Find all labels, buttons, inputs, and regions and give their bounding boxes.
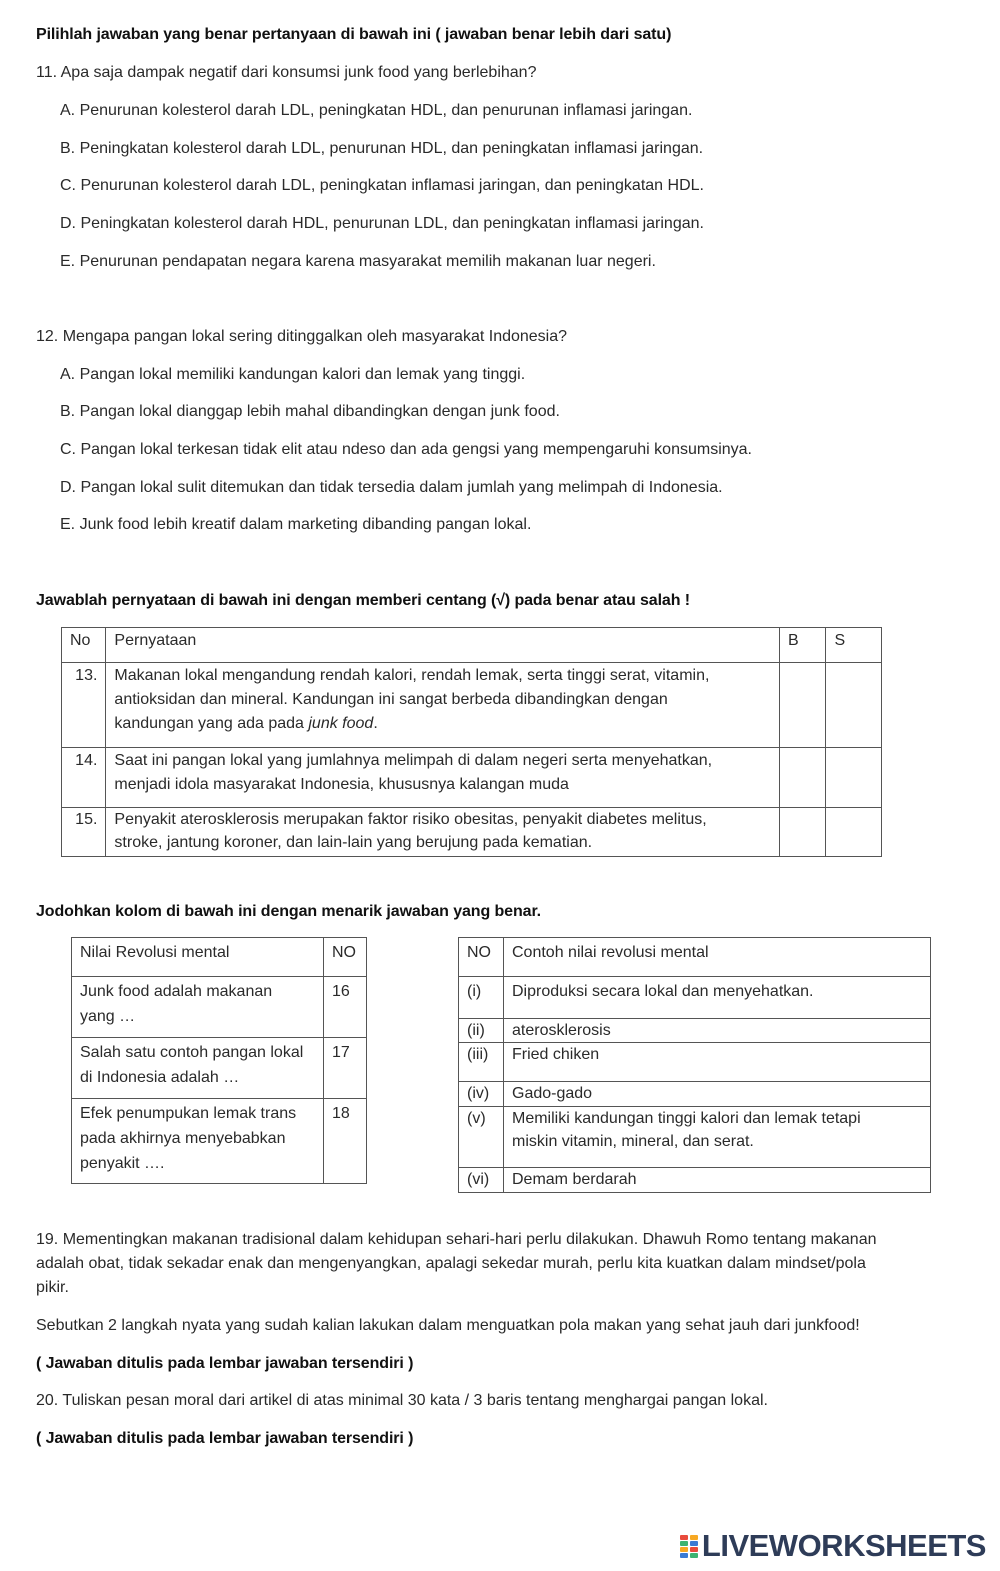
match-left-table	[71, 937, 367, 1184]
tf-header-statement: Pernyataan	[106, 628, 780, 663]
tf-statement-text: .	[373, 715, 378, 732]
match-left-no[interactable]: 18	[324, 1099, 367, 1184]
match-left-row-16[interactable]	[72, 977, 367, 1038]
q19-line: 19. Mementingkan makanan tradisional dalam kehidupan sehari-hari perlu dilakukan. Dhawuh Romo tentang makanan	[36, 1231, 877, 1248]
match-left-row-18[interactable]	[72, 1099, 367, 1184]
tf-row-13	[62, 663, 882, 748]
match-right-row-iii[interactable]	[459, 1043, 931, 1082]
tf-statement-line	[114, 712, 771, 736]
match-left-prompt	[72, 977, 324, 1038]
tf-header-true: B	[779, 628, 825, 663]
tf-statement-line: Saat ini pangan lokal yang jumlahnya melimpah di dalam negeri serta menyehatkan,	[114, 752, 713, 769]
match-right-answer[interactable]: Fried chiken	[504, 1043, 931, 1082]
match-prompt-line: Junk food adalah makanan	[80, 983, 273, 1000]
match-right-answer[interactable]: Gado-gado	[504, 1082, 931, 1107]
match-right-row-ii[interactable]	[459, 1019, 931, 1043]
tf-row-14	[62, 748, 882, 808]
question-12: 12. Mengapa pangan lokal sering ditinggalkan oleh masyarakat Indonesia?	[36, 328, 568, 345]
match-right-no: (v)	[459, 1107, 504, 1168]
match-right-answer[interactable]: aterosklerosis	[504, 1019, 931, 1043]
tf-statement-italic: junk food	[308, 715, 374, 732]
q12-option-a: A. Pangan lokal memiliki kandungan kalori dan lemak yang tinggi.	[60, 366, 526, 383]
tf-row-statement	[106, 663, 780, 748]
tf-true-checkbox-13[interactable]	[779, 663, 825, 748]
match-prompt-line: pada akhirnya menyebabkan	[80, 1130, 286, 1147]
q12-option-b: B. Pangan lokal dianggap lebih mahal dibandingkan dengan junk food.	[60, 403, 560, 420]
match-right-no: (i)	[459, 977, 504, 1019]
tf-statement-line: Makanan lokal mengandung rendah kalori, rendah lemak, serta tinggi serat, vitamin,	[114, 667, 710, 684]
liveworksheets-logo	[680, 1528, 986, 1564]
match-right-answer[interactable]: Diproduksi secara lokal dan menyehatkan.	[504, 977, 931, 1019]
tf-row-statement	[106, 748, 780, 808]
q19-line: pikir.	[36, 1279, 69, 1296]
match-right-no: (iii)	[459, 1043, 504, 1082]
match-prompt-line: Salah satu contoh pangan lokal	[80, 1044, 304, 1061]
q20-answer-note: ( Jawaban ditulis pada lembar jawaban tersendiri )	[36, 1430, 414, 1447]
match-left-header-no: NO	[324, 938, 367, 977]
match-right-header-no: NO	[459, 938, 504, 977]
tf-statement-line: Penyakit aterosklerosis merupakan faktor risiko obesitas, penyakit diabetes melitus,	[114, 811, 707, 828]
match-answer-line: miskin vitamin, mineral, dan serat.	[512, 1133, 754, 1150]
tf-header-no: No	[62, 628, 106, 663]
q11-option-a: A. Penurunan kolesterol darah LDL, peningkatan HDL, dan penurunan inflamasi jaringan.	[60, 102, 693, 119]
tf-row-no: 14.	[62, 748, 106, 808]
match-right-no: (vi)	[459, 1168, 504, 1193]
match-right-table	[458, 937, 931, 1193]
match-right-header-row	[459, 938, 931, 977]
q12-option-e: E. Junk food lebih kreatif dalam marketing dibanding pangan lokal.	[60, 516, 532, 533]
q19-answer-note: ( Jawaban ditulis pada lembar jawaban tersendiri )	[36, 1355, 414, 1372]
q11-option-c: C. Penurunan kolesterol darah LDL, peningkatan inflamasi jaringan, dan peningkatan HDL.	[60, 177, 704, 194]
tf-statement-line: antioksidan dan mineral. Kandungan ini sangat berbeda dibandingkan dengan	[114, 691, 668, 708]
match-prompt-line: penyakit ….	[80, 1155, 165, 1172]
match-right-row-vi[interactable]	[459, 1168, 931, 1193]
q19-line: adalah obat, tidak sekadar enak dan mengenyangkan, apalagi sekedar murah, perlu kita kuatkan dalam mindset/pola	[36, 1255, 866, 1272]
match-left-header-row	[72, 938, 367, 977]
tf-true-checkbox-15[interactable]	[779, 808, 825, 857]
tf-true-checkbox-14[interactable]	[779, 748, 825, 808]
tf-statement-text: kandungan yang ada pada	[114, 715, 309, 732]
tf-row-no: 13.	[62, 663, 106, 748]
match-prompt-line: di Indonesia adalah …	[80, 1069, 240, 1086]
match-left-prompt	[72, 1038, 324, 1099]
q11-option-b: B. Peningkatan kolesterol darah LDL, penurunan HDL, dan peningkatan inflamasi jaringan.	[60, 140, 704, 157]
match-prompt-line: yang …	[80, 1008, 136, 1025]
match-right-row-i[interactable]	[459, 977, 931, 1019]
liveworksheets-logo-text: LIVEWORKSHEETS	[701, 1528, 986, 1563]
match-right-answer[interactable]: Demam berdarah	[504, 1168, 931, 1193]
match-right-no: (ii)	[459, 1019, 504, 1043]
q12-option-c: C. Pangan lokal terkesan tidak elit atau ndeso dan ada gengsi yang mempengaruhi konsumsinya.	[60, 441, 752, 458]
match-right-no: (iv)	[459, 1082, 504, 1107]
tf-false-checkbox-14[interactable]	[826, 748, 882, 808]
tf-false-checkbox-15[interactable]	[826, 808, 882, 857]
match-prompt-line: Efek penumpukan lemak trans	[80, 1105, 297, 1122]
match-left-no[interactable]: 17	[324, 1038, 367, 1099]
tf-header-row	[62, 628, 882, 663]
question-19	[36, 1228, 936, 1300]
true-false-table	[61, 627, 882, 857]
match-instruction: Jodohkan kolom di bawah ini dengan menarik jawaban yang benar.	[36, 903, 542, 920]
match-left-prompt	[72, 1099, 324, 1184]
q12-option-d: D. Pangan lokal sulit ditemukan dan tidak tersedia dalam jumlah yang melimpah di Indonesia.	[60, 479, 723, 496]
tf-instruction: Jawablah pernyataan di bawah ini dengan memberi centang (√) pada benar atau salah !	[36, 592, 690, 609]
question-20: 20. Tuliskan pesan moral dari artikel di atas minimal 30 kata / 3 baris tentang menghargai pangan lokal.	[36, 1392, 768, 1409]
match-right-row-iv[interactable]	[459, 1082, 931, 1107]
q11-option-d: D. Peningkatan kolesterol darah HDL, penurunan LDL, dan peningkatan inflamasi jaringan.	[60, 215, 704, 232]
tf-row-statement	[106, 808, 780, 857]
tf-statement-line: menjadi idola masyarakat Indonesia, khususnya kalangan muda	[114, 776, 569, 793]
match-left-no[interactable]: 16	[324, 977, 367, 1038]
q11-option-e: E. Penurunan pendapatan negara karena masyarakat memilih makanan luar negeri.	[60, 253, 656, 270]
match-left-row-17[interactable]	[72, 1038, 367, 1099]
tf-row-15	[62, 808, 882, 857]
match-right-row-v[interactable]	[459, 1107, 931, 1168]
liveworksheets-logo-icon	[680, 1535, 698, 1559]
question-11: 11. Apa saja dampak negatif dari konsumsi junk food yang berlebihan?	[36, 64, 537, 81]
tf-statement-line: stroke, jantung koroner, dan lain-lain yang berujung pada kematian.	[114, 834, 593, 851]
match-left-header-value: Nilai Revolusi mental	[72, 938, 324, 977]
tf-header-false: S	[826, 628, 882, 663]
tf-row-no: 15.	[62, 808, 106, 857]
mc-instruction: Pilihlah jawaban yang benar pertanyaan di bawah ini ( jawaban benar lebih dari satu)	[36, 26, 672, 43]
match-right-answer[interactable]	[504, 1107, 931, 1168]
match-right-header-example: Contoh nilai revolusi mental	[504, 938, 931, 977]
match-answer-line: Memiliki kandungan tinggi kalori dan lemak tetapi	[512, 1110, 861, 1127]
tf-false-checkbox-13[interactable]	[826, 663, 882, 748]
q19-task: Sebutkan 2 langkah nyata yang sudah kalian lakukan dalam menguatkan pola makan yang sehat jauh dari junkfood!	[36, 1317, 860, 1334]
